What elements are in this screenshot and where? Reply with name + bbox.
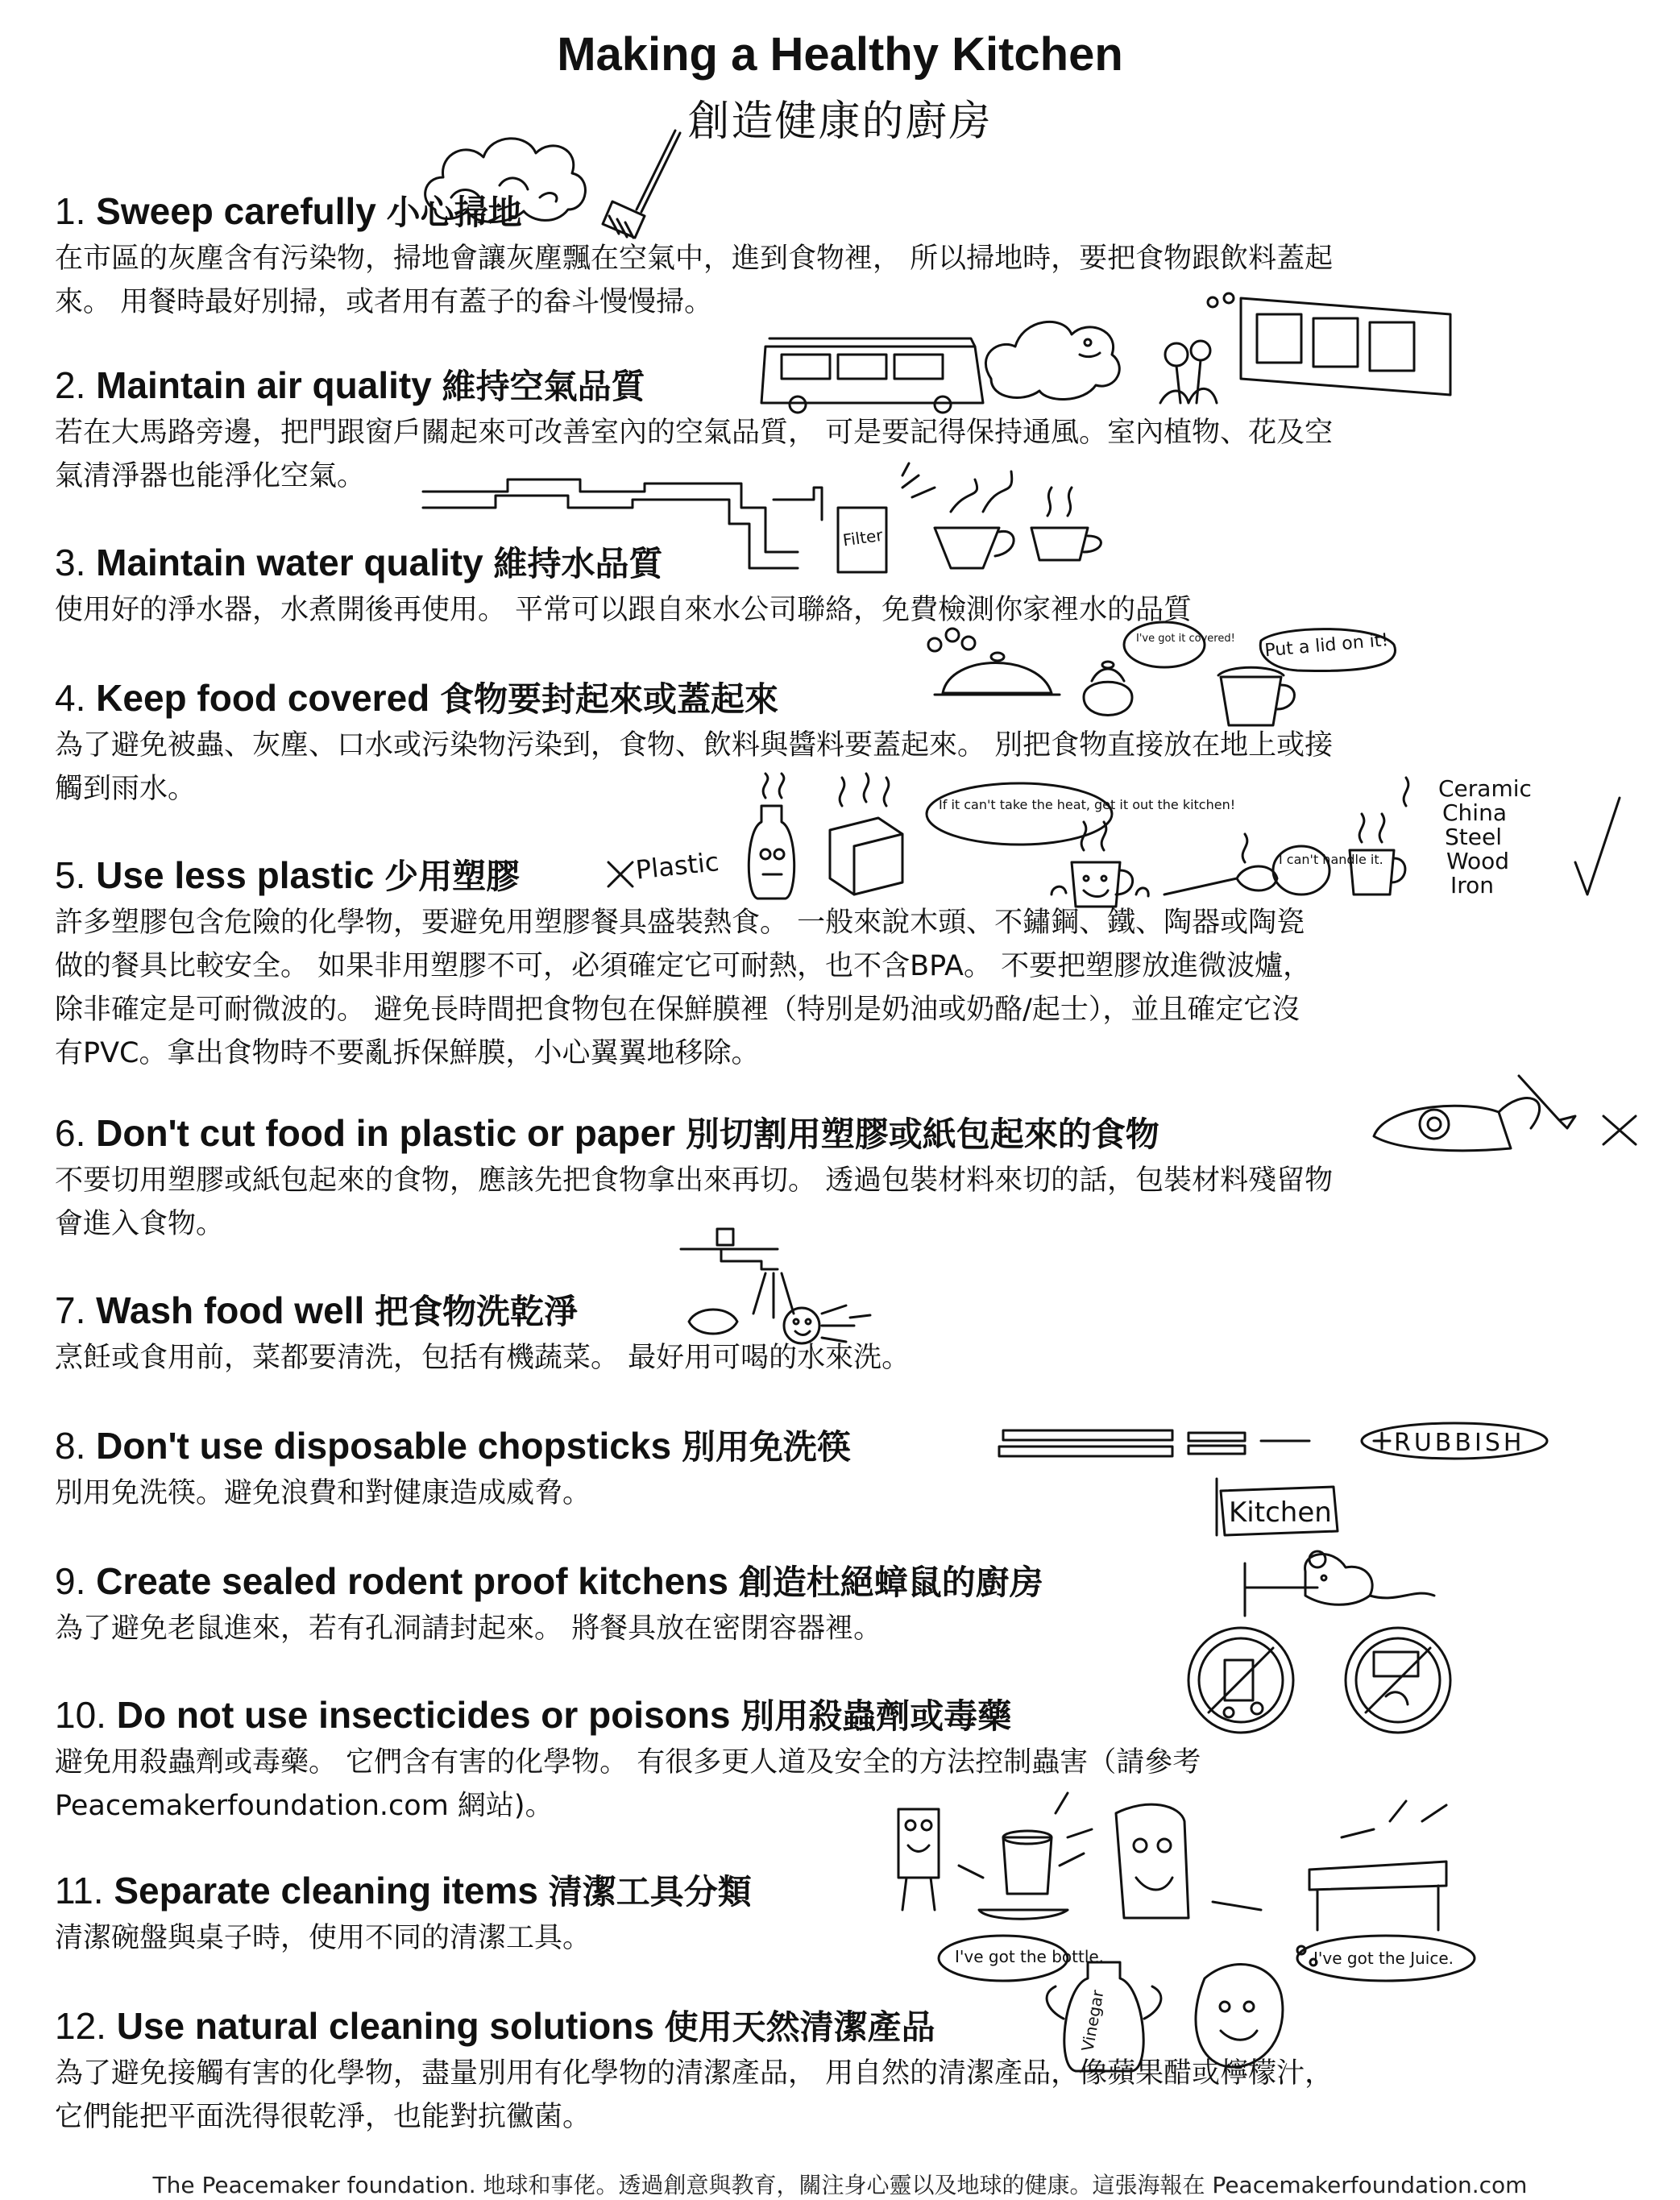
section-body: 不要切用塑膠或紙包起來的食物，應該先把食物拿出來再切。 透過包裝材料來切的話，包裝材料殘留物 會進入食物。: [55, 1164, 1334, 1240]
material-steel: Steel: [1445, 824, 1502, 850]
section-heading: 8. Don't use disposable chopsticks 別用免洗筷: [55, 1425, 851, 1467]
vinegar-label: Vinegar: [1077, 1988, 1108, 2053]
bus-smog-flower-window-illustration: [749, 290, 1458, 411]
water-pipe-filter-kettle-illustration: [419, 463, 1112, 576]
footer-credit: The Peacemaker foundation. 地球和事佬。透過創意與教育，關注身心靈以及地球的健康。這張海報在 Peacemakerfoundation.com: [152, 2172, 1528, 2198]
chopsticks-rubbish-illustration: [995, 1418, 1559, 1475]
plastic-label: Plastic: [634, 846, 721, 886]
plastic-vs-ceramic-illustration: [600, 774, 1632, 911]
section-heading: 5. Use less plastic 少用塑膠: [55, 854, 521, 896]
section-body: 為了避免接觸有害的化學物，盡量別用有化學物的清潔產品， 用自然的清潔產品，像蘋果醋或檸檬汁， 它們能把平面洗得很乾淨，也能對抗黴菌。: [55, 2057, 1334, 2133]
section-heading: 12. Use natural cleaning solutions 使用天然清潔產品: [55, 2005, 935, 2047]
section-heading: 3. Maintain water quality 維持水品質: [55, 542, 663, 583]
material-ceramic: Ceramic: [1438, 775, 1532, 802]
section-body: 清潔碗盤與桌子時，使用不同的清潔工具。: [55, 1922, 591, 1954]
section-body: 在市區的灰塵含有污染物，掃地會讓灰塵飄在空氣中，進到食物裡， 所以掃地時，要把食物跟飲料蓋起 來。 用餐時最好別掃，或者用有蓋子的畚斗慢慢掃。: [55, 243, 1334, 318]
heat-quote-line: If it can't take the heat, get it out the kitchen!: [939, 797, 1236, 812]
covered-dish-teapot-illustration: [919, 621, 1402, 733]
section-body: 使用好的淨水器，水煮開後再使用。 平常可以跟自來水公司聯絡，免費檢測你家裡水的品質: [55, 594, 1193, 626]
vinegar-lemon-illustration: [935, 1930, 1483, 2075]
section-body: 為了避免被蟲、灰塵、口水或污染物污染到，食物、飲料與醬料要蓋起來。 別把食物直接放在地上或接 觸到雨水。: [55, 729, 1334, 805]
no-poison-symbols-illustration: [1180, 1620, 1479, 1741]
bottle-quote-label: I've got the bottle.: [955, 1947, 1105, 1966]
section-body: 烹飪或食用前，菜都要清洗，包括有機蔬菜。 最好用可喝的水來洗。: [55, 1342, 911, 1374]
kitchen-sign-mouse-illustration: [1213, 1475, 1438, 1620]
poster-subtitle: 創造健康的廚房: [687, 98, 993, 146]
section-heading: 2. Maintain air quality 維持空氣品質: [55, 364, 645, 406]
cleaning-tools-illustration: [890, 1789, 1454, 1934]
material-iron: Iron: [1450, 872, 1495, 899]
section-heading: 4. Keep food covered 食物要封起來或蓋起來: [55, 677, 779, 719]
section-body: 許多塑膠包含危險的化學物，要避免用塑膠餐具盛裝熱食。 一般來說木頭、不鏽鋼、鐵、陶器或陶瓷 做的餐具比較安全。 如果非用塑膠不可，必須確定它可耐熱，也不含BPA。 不要把塑膠放進微波爐， 除非確定是可耐微波的。 避免長時間把食物包在保鮮膜裡（特別是奶油或奶酪/起士），並且確定它沒 有PVC。拿出食物時不要亂拆保鮮膜，小心翼翼地移除。: [55, 907, 1312, 1069]
faucet-vegetables-illustration: [673, 1225, 882, 1346]
section-heading: 10. Do not use insecticides or poisons 別用殺蟲劑或毒藥: [55, 1694, 1012, 1736]
section-body: 別用免洗筷。避免浪費和對健康造成威脅。: [55, 1477, 591, 1509]
ive-got-it-covered-label: I've got it covered!: [1136, 633, 1235, 645]
kitchen-sign-label: Kitchen: [1229, 1496, 1332, 1529]
section-heading: 1. Sweep carefully 小心掃地: [55, 190, 522, 232]
section-body: 若在大馬路旁邊，把門跟窗戶關起來可改善室內的空氣品質， 可是要記得保持通風。室內植物、花及空 氣清淨器也能淨化空氣。: [55, 417, 1334, 492]
section-body: 為了避免老鼠進來，若有孔洞請封起來。 將餐具放在密閉容器裡。: [55, 1613, 882, 1645]
juice-quote-label: I've got the Juice.: [1313, 1949, 1454, 1968]
wrapped-food-knife-illustration: [1370, 1072, 1644, 1160]
material-china: China: [1442, 799, 1507, 826]
section-heading: 6. Don't cut food in plastic or paper 別切割用塑膠或紙包起來的食物: [55, 1112, 1159, 1154]
section-heading: 7. Wash food well 把食物洗乾淨: [55, 1289, 579, 1331]
rubbish-label: RUBBISH: [1394, 1429, 1525, 1457]
dust-cloud-broom-illustration: [419, 121, 693, 242]
section-heading: 9. Create sealed rodent proof kitchens 創造杜絕蟑鼠的廚房: [55, 1560, 1043, 1602]
poster-title: Making a Healthy Kitchen: [557, 28, 1123, 81]
section-heading: 11. Separate cleaning items 清潔工具分類: [55, 1870, 752, 1912]
section-body: 避免用殺蟲劑或毒藥。 它們含有害的化學物。 有很多更人道及安全的方法控制蟲害（請參考 Peacemakerfoundation.com 網站)。: [55, 1746, 1201, 1822]
put-a-lid-label: Put a lid on it!: [1263, 630, 1390, 662]
cant-handle-label: I can't handle it.: [1279, 852, 1383, 867]
material-wood: Wood: [1446, 848, 1510, 874]
filter-label: Filter: [841, 525, 884, 550]
